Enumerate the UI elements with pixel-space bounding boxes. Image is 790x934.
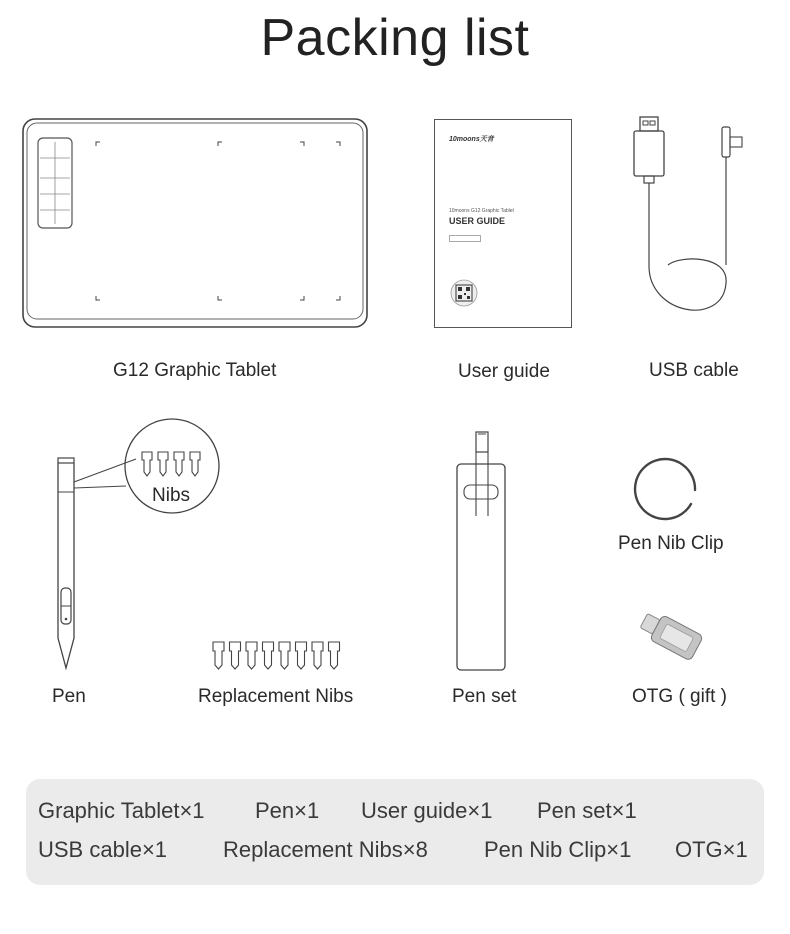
qr-code-icon bbox=[449, 278, 479, 308]
user-guide-illustration bbox=[434, 119, 572, 328]
manual-version-box bbox=[449, 235, 481, 242]
package-contents-summary bbox=[26, 779, 764, 885]
summary-item-replacement-nibs: Replacement Nibs×8 bbox=[223, 837, 428, 862]
manual-heading: USER GUIDE bbox=[449, 216, 506, 226]
usb-cable-label: USB cable bbox=[649, 360, 739, 381]
replacement-nibs-label: Replacement Nibs bbox=[198, 686, 354, 707]
otg-label: OTG ( gift ) bbox=[632, 686, 727, 707]
graphic-tablet-illustration bbox=[20, 116, 370, 330]
manual-model-line: 10moons G12 Graphic Tablet bbox=[449, 208, 514, 214]
summary-item-usb-cable: USB cable×1 bbox=[38, 837, 168, 862]
summary-item-otg: OTG×1 bbox=[675, 837, 748, 862]
pen-set-label: Pen set bbox=[452, 686, 517, 707]
user-guide-label: User guide bbox=[458, 361, 550, 382]
pen-nib-clip-illustration bbox=[633, 450, 705, 522]
manual-brand: 10moons天音 bbox=[449, 136, 494, 143]
nibs-callout-label: Nibs bbox=[152, 485, 191, 506]
usb-cable-illustration bbox=[628, 115, 758, 330]
summary-item-pen: Pen×1 bbox=[255, 798, 320, 823]
pen-nib-clip-label: Pen Nib Clip bbox=[618, 533, 724, 554]
pen-set-illustration bbox=[452, 430, 512, 673]
summary-item-pen-nib-clip: Pen Nib Clip×1 bbox=[484, 837, 632, 862]
tablet-label: G12 Graphic Tablet bbox=[113, 360, 277, 381]
replacement-nibs-illustration bbox=[210, 640, 342, 672]
summary-item-graphic-tablet: Graphic Tablet×1 bbox=[38, 798, 205, 823]
pen-label: Pen bbox=[52, 686, 86, 707]
summary-item-user-guide: User guide×1 bbox=[361, 798, 493, 823]
page-title: Packing list bbox=[260, 9, 530, 67]
summary-item-pen-set: Pen set×1 bbox=[537, 798, 637, 823]
pen-illustration bbox=[50, 416, 225, 674]
otg-adapter-illustration bbox=[632, 602, 714, 670]
